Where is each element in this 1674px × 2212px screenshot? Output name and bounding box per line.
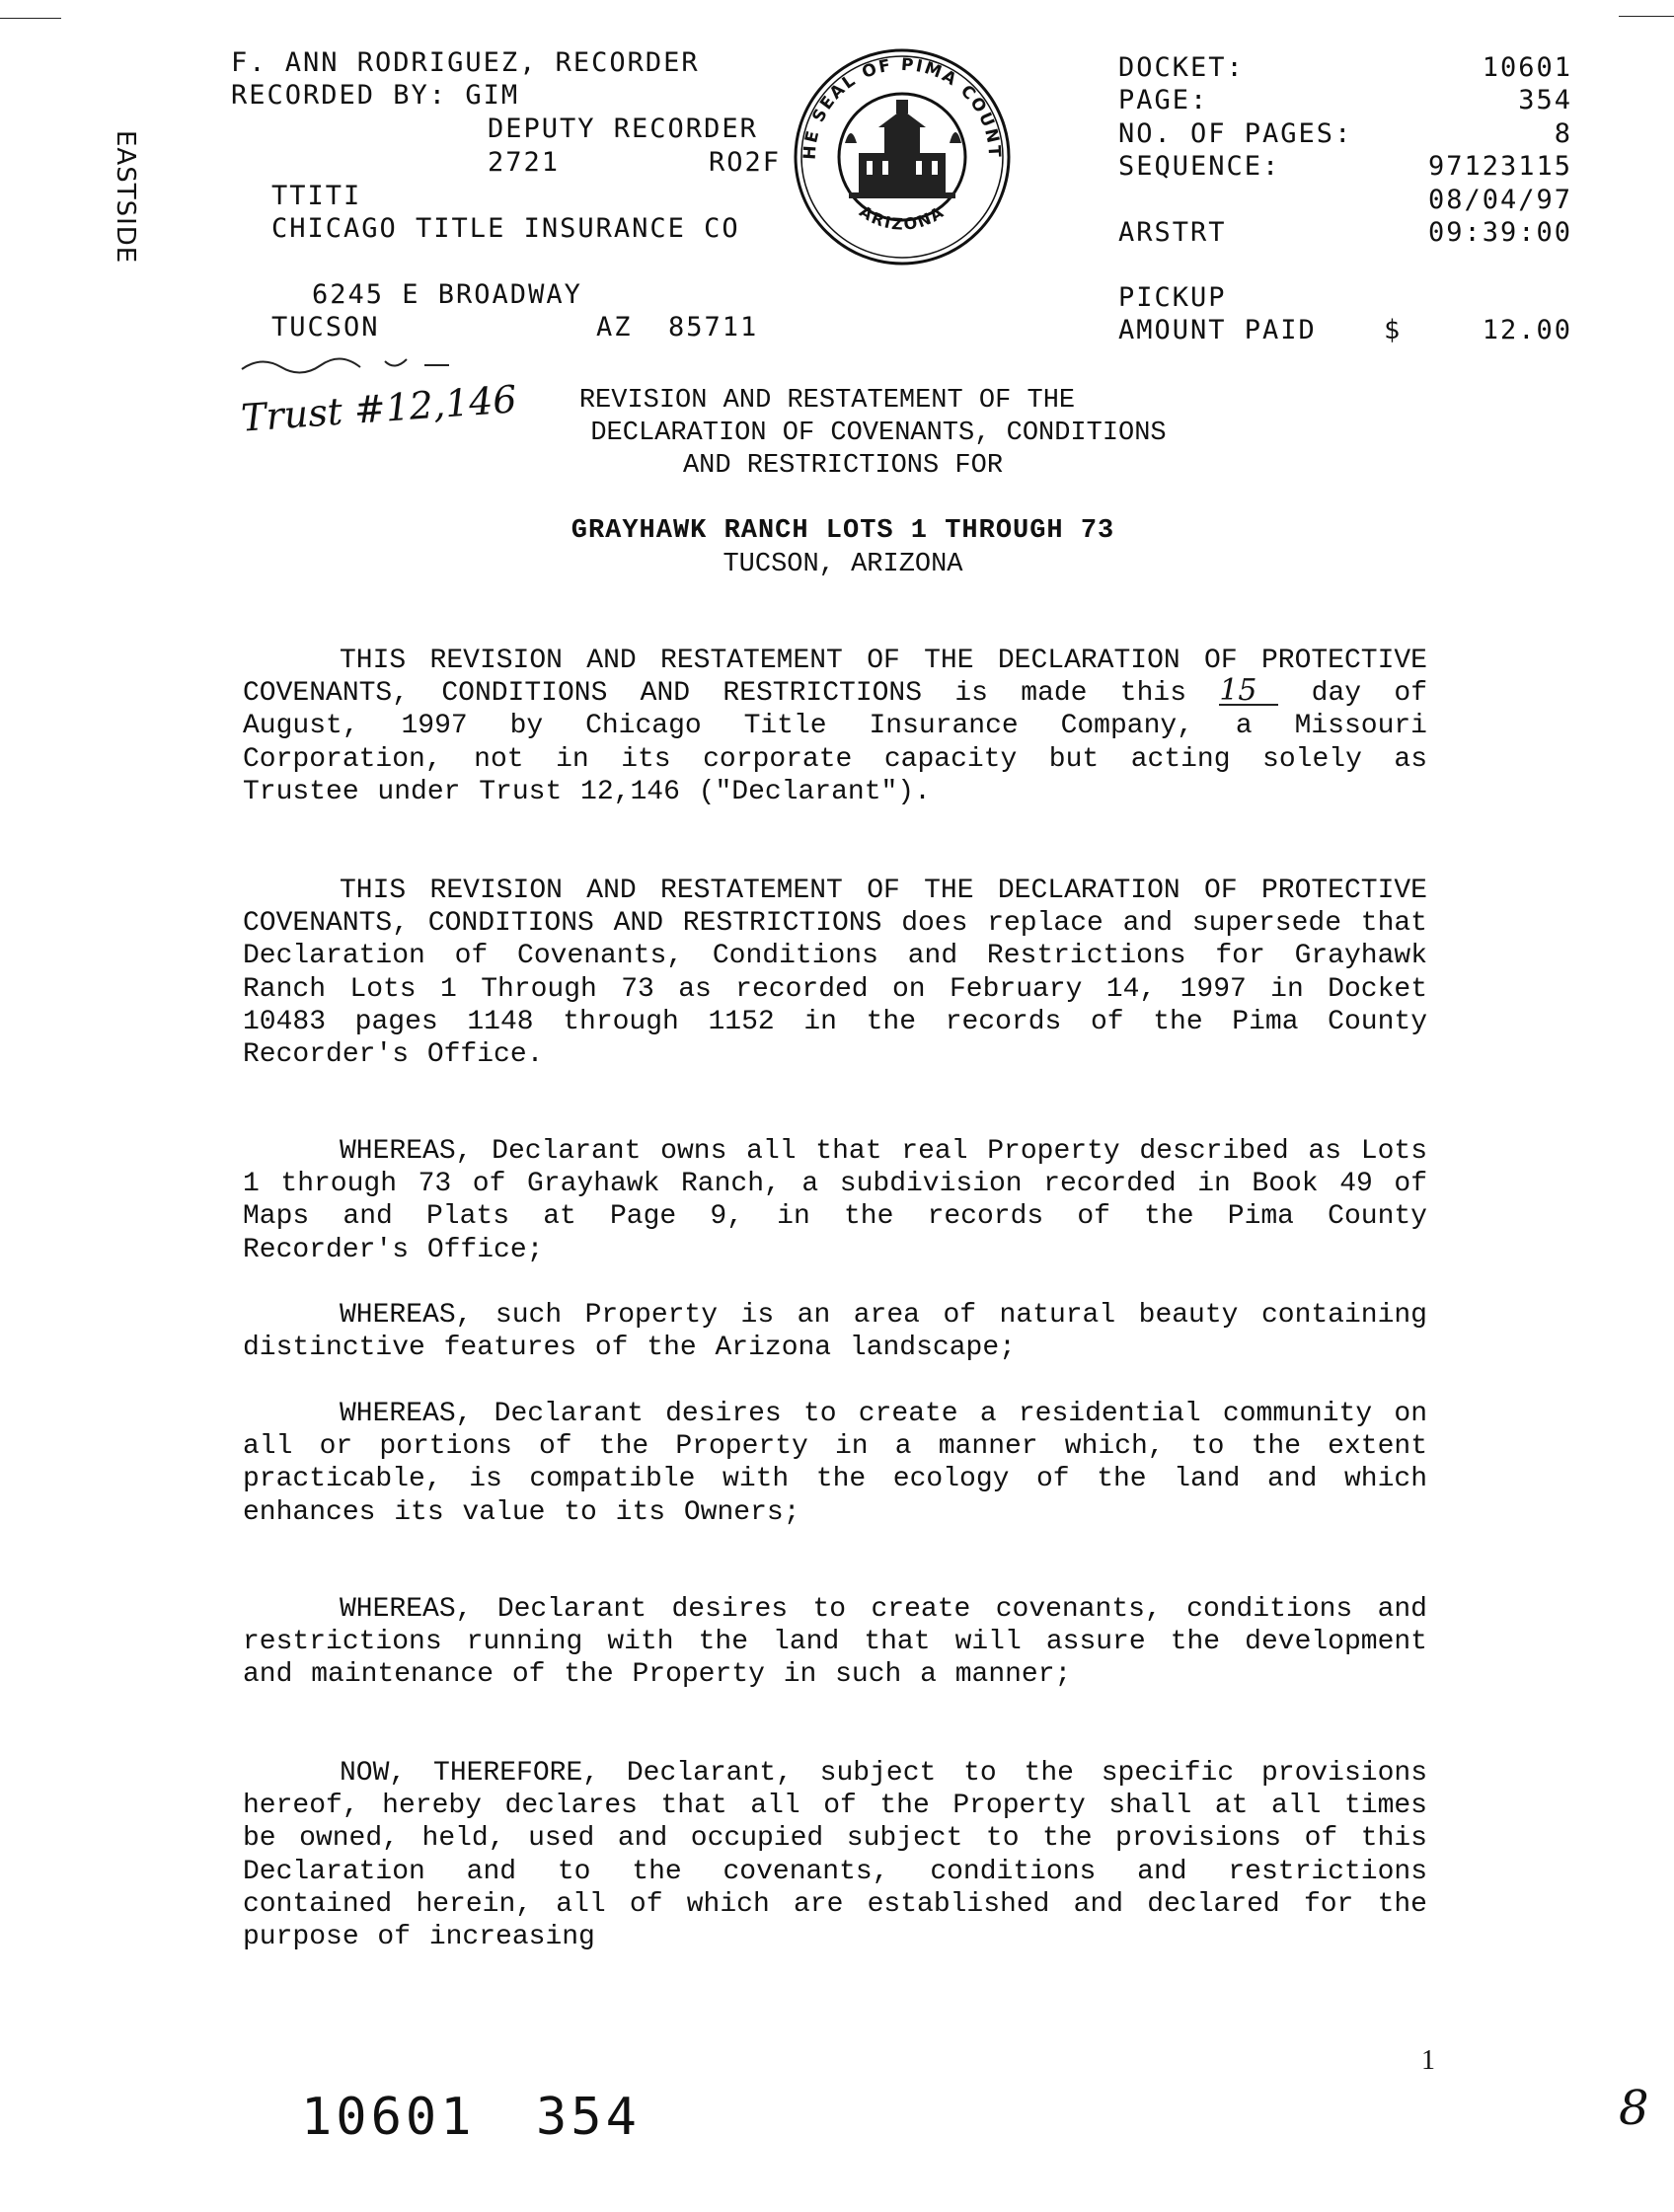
paragraph-3-text: WHEREAS, Declarant owns all that real Property described as Lots 1 through 73 of Grayhawk Ranch, a subdivision recorded in Book 49 of Maps and Plats at Page 9, in the records of the Pima County Recorder's Office; [243, 1136, 1427, 1265]
party-street: 6245 E BROADWAY [312, 279, 582, 310]
top-right-rule [1619, 16, 1674, 17]
title-location: TUCSON, ARIZONA [723, 550, 963, 579]
paragraph-5-text: WHEREAS, Declarant desires to create a residential community on all or portions of the Property in a manner which, to the extent practicable, is compatible with the ecology of the land and which enhances its value to its Owners; [243, 1399, 1427, 1528]
party-city: TUCSON [271, 312, 380, 343]
pickup-label: PICKUP [1118, 282, 1227, 313]
paragraph-1 [243, 645, 1427, 808]
pages-label: NO. OF PAGES: [1118, 118, 1353, 149]
title-line-3: AND RESTRICTIONS FOR [682, 451, 1004, 481]
paragraph-3 [243, 1135, 1427, 1266]
paragraph-4 [243, 1299, 1427, 1364]
paragraph-7-text: NOW, THEREFORE, Declarant, subject to the specific provisions hereof, hereby declares that all of the Property shall at all times be owned, held, used and occupied subject to the provisions of this Declaration and to the covenants, conditions and restrictions contained herein, all of which are established and declared for the purpose of increasing [243, 1758, 1427, 1953]
docket-label: DOCKET: [1118, 52, 1245, 83]
paragraph-6 [243, 1593, 1427, 1692]
title-line-1: REVISION AND RESTATEMENT OF THE [578, 386, 1076, 416]
handwritten-day: 15 [1219, 678, 1278, 706]
stamp-docket: 10601 [301, 2088, 476, 2147]
eastside-margin-note: EASTSIDE [111, 130, 140, 265]
page-label: PAGE: [1118, 85, 1209, 115]
paragraph-5 [243, 1398, 1427, 1529]
handwritten-trust-note: Trust #12,146 [239, 377, 518, 440]
seal-graphic [790, 44, 1015, 269]
top-left-rule [0, 18, 61, 19]
recorded-time: 09:39:00 [1427, 217, 1572, 248]
docket-value: 10601 [1482, 52, 1572, 83]
paragraph-1-rest: day of August, 1997 by Chicago Title Insurance Company, a Missouri Corporation, not in its corporate capacity but acting solely as Trustee under Trust 12,146 ("Declarant"). [243, 678, 1427, 807]
page-value: 354 [1518, 85, 1572, 115]
seal-bottom-text: ARIZONA [856, 201, 949, 234]
paragraph-1-lead: THIS REVISION AND RESTATEMENT OF THE DECLARATION OF PROTECTIVE COVENANTS, CONDITIONS AND RESTRICTIONS is made this [243, 646, 1427, 710]
party-state-zip: AZ 85711 [596, 312, 759, 343]
margin-mark: 8 [1619, 2081, 1649, 2136]
pages-value: 8 [1554, 118, 1572, 149]
paragraph-2-text: THIS REVISION AND RESTATEMENT OF THE DECLARATION OF PROTECTIVE COVENANTS, CONDITIONS AND RESTRICTIONS does replace and supersede that Declaration of Covenants, Conditions and Restrictions for Grayhawk Ranch Lots 1 Through 73 as recorded on February 14, 1997 in Docket 10483 pages 1148 through 1152 in the records of the Pima County Recorder's Office. [243, 876, 1427, 1071]
amount-paid-label: AMOUNT PAID [1118, 315, 1317, 345]
recorded-date: 08/04/97 [1427, 185, 1572, 215]
recorder-code-1: 2721 [488, 147, 561, 178]
sequence-label: SEQUENCE: [1118, 151, 1281, 182]
party-code: TTITI [271, 181, 362, 211]
recorded-by: RECORDED BY: GIM [231, 80, 520, 111]
stamp-page: 354 [536, 2088, 641, 2147]
amount-currency: $ [1384, 315, 1403, 345]
seal-building-icon [845, 100, 961, 198]
deputy-recorder: DEPUTY RECORDER [488, 114, 758, 144]
pima-county-seal [790, 44, 1015, 269]
recorder-name: F. ANN RODRIGUEZ, RECORDER [231, 47, 700, 78]
paragraph-2 [243, 875, 1427, 1071]
party-name: CHICAGO TITLE INSURANCE CO [271, 213, 740, 244]
paragraph-6-text: WHEREAS, Declarant desires to create covenants, conditions and restrictions running with the land that will assure the development and maintenance of the Property in such a manner; [243, 1594, 1427, 1691]
document-type: ARSTRT [1118, 217, 1227, 248]
title-subject: GRAYHAWK RANCH LOTS 1 THROUGH 73 [571, 516, 1115, 546]
amount-paid-value: 12.00 [1482, 315, 1572, 345]
handwritten-scribble [237, 351, 464, 381]
paragraph-7 [243, 1757, 1427, 1953]
paragraph-4-text: WHEREAS, such Property is an area of natural beauty containing distinctive features of the Arizona landscape; [243, 1300, 1427, 1364]
seal-top-text: HE SEAL OF PIMA COUNT [799, 54, 1005, 161]
title-line-2: DECLARATION OF COVENANTS, CONDITIONS [590, 419, 1167, 448]
recorder-code-2: RO2F [709, 147, 782, 178]
sequence-value: 97123115 [1427, 151, 1572, 182]
page-number: 1 [1421, 2045, 1435, 2076]
